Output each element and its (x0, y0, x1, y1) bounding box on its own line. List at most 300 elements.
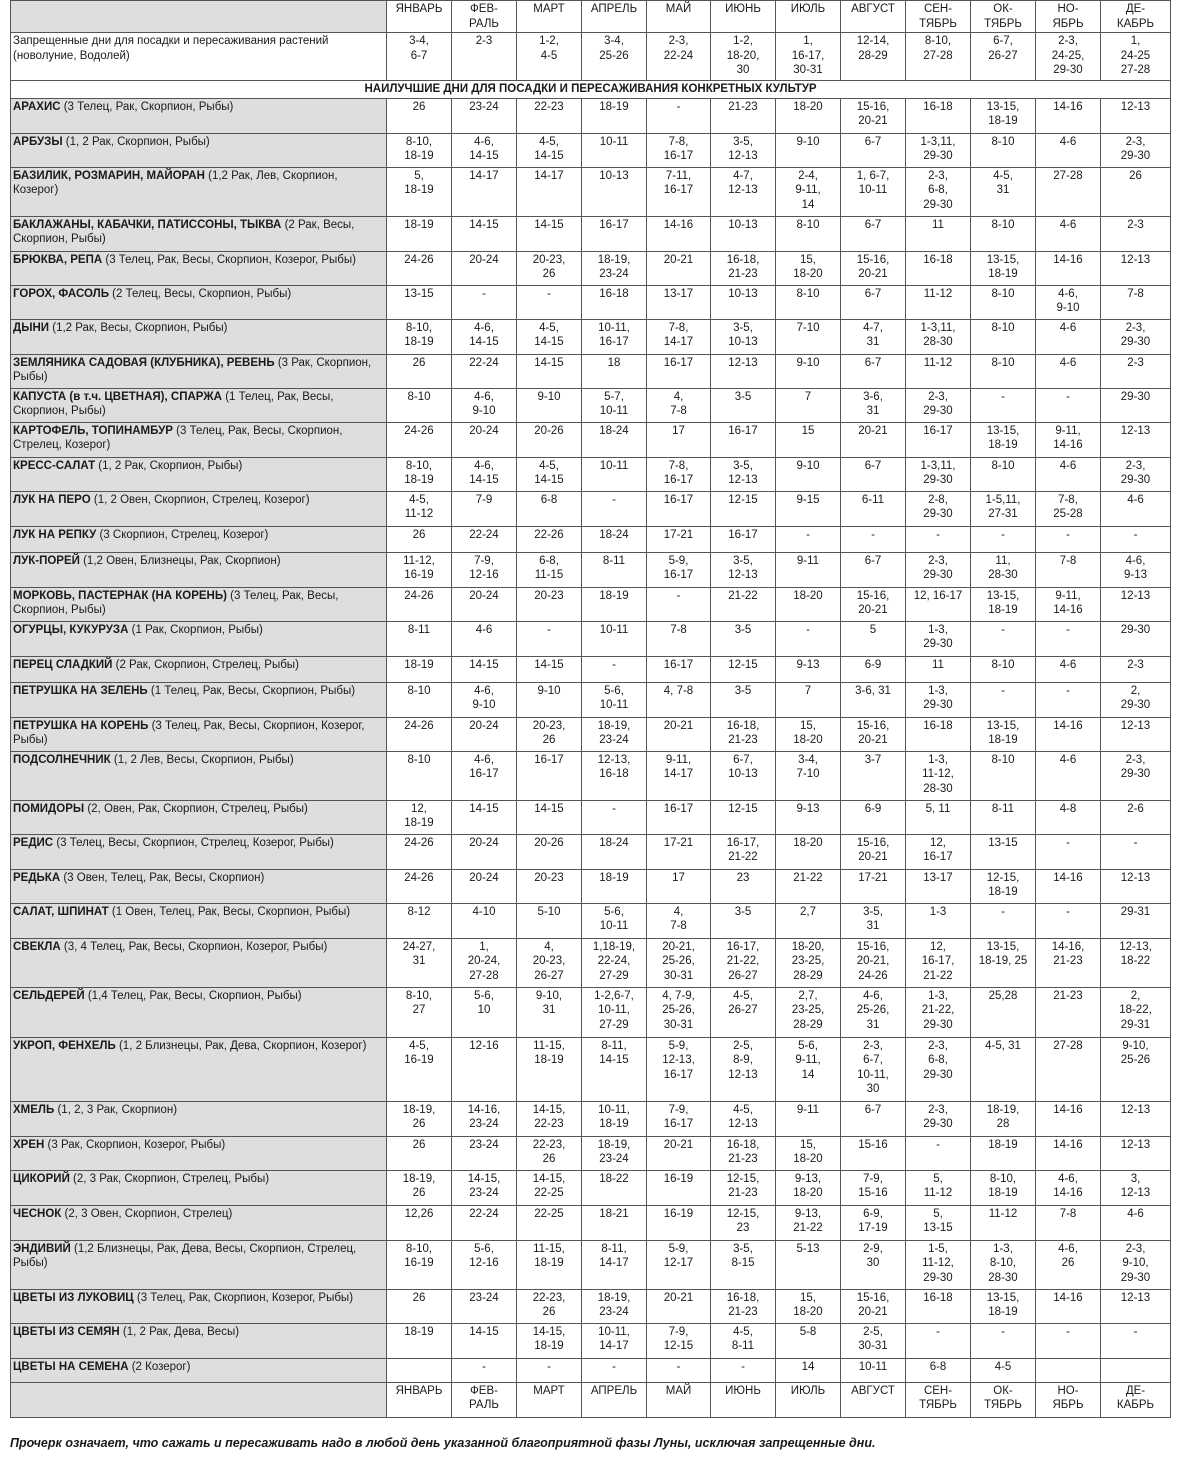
day-range-cell: 4-6, 14-15 (452, 133, 517, 167)
day-range-cell: 11-12, 16-19 (387, 552, 452, 587)
day-range-cell: 15 (776, 422, 841, 457)
day-range-cell: 5-10 (517, 903, 582, 938)
day-range-cell: - (517, 621, 582, 656)
day-range-cell: 11-12 (906, 285, 971, 319)
day-range-cell: 11-15, 18-19 (517, 1037, 582, 1101)
day-range-cell: 7-8, 16-17 (647, 457, 711, 491)
day-range-cell: 8-11 (387, 621, 452, 656)
day-range-cell: - (1036, 526, 1101, 552)
crop-name: ОГУРЦЫ, КУКУРУЗА (13, 623, 129, 636)
day-range-cell (1101, 1358, 1171, 1382)
crop-name: РЕДИС (13, 836, 54, 849)
day-range-cell: - (971, 903, 1036, 938)
crop-name-cell (11, 869, 387, 903)
day-range-cell: 18-19, 26 (387, 1170, 452, 1205)
day-range-cell: 17 (647, 869, 711, 903)
crop-row (11, 587, 1171, 621)
day-range-cell: 8-10 (971, 457, 1036, 491)
day-range-cell: 16-18, 21-23 (711, 1289, 776, 1323)
crop-name-cell (11, 987, 387, 1037)
day-range-cell: 7-9, 16-17 (647, 1101, 711, 1136)
day-range-cell: 3-5 (711, 621, 776, 656)
day-range-cell: 15, 18-20 (776, 717, 841, 751)
crop-name-cell (11, 1037, 387, 1101)
day-range-cell: 22-26 (517, 526, 582, 552)
day-range-cell: 16-17 (517, 751, 582, 800)
crop-name-cell (11, 98, 387, 133)
day-range-cell: 4-6, 9-13 (1101, 552, 1171, 587)
month-header-row-bottom (11, 1382, 1171, 1417)
day-range-cell: 3-5, 12-13 (711, 133, 776, 167)
crop-name-cell (11, 1358, 387, 1382)
crop-name: ПЕТРУШКА НА КОРЕНЬ (13, 719, 149, 732)
month-header-cell: СЕН- ТЯБРЬ (906, 1382, 971, 1417)
crop-row (11, 1136, 1171, 1170)
day-range-cell: 14-17 (517, 167, 582, 216)
day-range-cell: 20-21 (647, 717, 711, 751)
crop-row (11, 800, 1171, 834)
day-range-cell: 17-21 (647, 834, 711, 869)
day-range-cell: 14-15 (517, 354, 582, 388)
day-range-cell: - (841, 526, 906, 552)
day-range-cell: 18-20 (776, 98, 841, 133)
day-range-cell: 12-13 (1101, 717, 1171, 751)
day-range-cell: 22-24 (452, 354, 517, 388)
day-range-cell: 4-6 (1036, 457, 1101, 491)
day-range-cell: 12, 16-17 (906, 834, 971, 869)
crop-name-cell (11, 491, 387, 526)
day-range-cell: 15, 18-20 (776, 1289, 841, 1323)
day-range-cell: 13-17 (647, 285, 711, 319)
day-range-cell: 6-7 (841, 133, 906, 167)
day-range-cell: 1-3, 8-10, 28-30 (971, 1240, 1036, 1289)
day-range-cell: 16-19 (647, 1170, 711, 1205)
day-range-cell: 4-6, 25-26, 31 (841, 987, 906, 1037)
day-range-cell: 1-3, 29-30 (906, 682, 971, 717)
day-range-cell: 13-15 (971, 834, 1036, 869)
day-range-cell: 2-8, 29-30 (906, 491, 971, 526)
header-corner-cell (11, 1, 387, 33)
crop-name-cell (11, 1136, 387, 1170)
day-range-cell: 9-10 (776, 133, 841, 167)
day-range-cell: 18-22 (582, 1170, 647, 1205)
day-range-cell: - (517, 1358, 582, 1382)
forbidden-days-cell: 12-14, 28-29 (841, 33, 906, 81)
day-range-cell: 16-18 (906, 717, 971, 751)
day-range-cell: 15-16, 20-21 (841, 251, 906, 285)
day-range-cell: 20-26 (517, 834, 582, 869)
day-range-cell: - (1036, 903, 1101, 938)
day-range-cell: 4-5, 14-15 (517, 457, 582, 491)
crop-row (11, 552, 1171, 587)
crop-zodiac-signs: (1,2 Близнецы, Рак, Дева, Весы, Скорпион, Стрелец, Рыбы) (13, 1242, 357, 1269)
day-range-cell: 29-31 (1101, 903, 1171, 938)
day-range-cell: 14-15, 23-24 (452, 1170, 517, 1205)
day-range-cell: 22-25 (517, 1205, 582, 1240)
day-range-cell: 18-19, 26 (387, 1101, 452, 1136)
crop-zodiac-signs: (1, 2, 3 Рак, Скорпион) (57, 1103, 178, 1116)
day-range-cell: 18-19 (582, 98, 647, 133)
crop-row (11, 1205, 1171, 1240)
day-range-cell: 3-5 (711, 903, 776, 938)
day-range-cell: 14-15 (452, 800, 517, 834)
day-range-cell: 4-10 (452, 903, 517, 938)
day-range-cell: 23-24 (452, 98, 517, 133)
day-range-cell: 8-11 (582, 552, 647, 587)
day-range-cell: 14-16, 23-24 (452, 1101, 517, 1136)
day-range-cell: 4-6, 9-10 (452, 682, 517, 717)
day-range-cell: 3-4, 7-10 (776, 751, 841, 800)
day-range-cell: 1-3,11, 29-30 (906, 133, 971, 167)
day-range-cell: 5-9, 16-17 (647, 552, 711, 587)
day-range-cell: 4-5 (971, 1358, 1036, 1382)
day-range-cell: 5-6, 10-11 (582, 682, 647, 717)
crop-name: РЕДЬКА (13, 871, 61, 884)
day-range-cell: 1-3, 11-12, 28-30 (906, 751, 971, 800)
day-range-cell: 12-15 (711, 491, 776, 526)
day-range-cell: 12-16 (452, 1037, 517, 1101)
month-header-row-top (11, 1, 1171, 33)
month-header-cell: ЯНВАРЬ (387, 1382, 452, 1417)
day-range-cell: 5-6, 10 (452, 987, 517, 1037)
forbidden-days-cell: 6-7, 26-27 (971, 33, 1036, 81)
day-range-cell: 16-17 (906, 422, 971, 457)
crop-row (11, 216, 1171, 251)
day-range-cell: 9-10 (517, 682, 582, 717)
day-range-cell: 14-16 (1036, 869, 1101, 903)
forbidden-days-cell: 2-3 (452, 33, 517, 81)
day-range-cell: 7-8 (1036, 552, 1101, 587)
day-range-cell: 4-6 (1036, 216, 1101, 251)
crop-row (11, 98, 1171, 133)
day-range-cell: 18-20 (776, 587, 841, 621)
day-range-cell: 7-9, 12-16 (452, 552, 517, 587)
day-range-cell: 14-17 (452, 167, 517, 216)
day-range-cell: - (647, 1358, 711, 1382)
crop-row (11, 903, 1171, 938)
crop-row (11, 491, 1171, 526)
crop-row (11, 285, 1171, 319)
day-range-cell: - (582, 1358, 647, 1382)
crop-name-cell (11, 422, 387, 457)
day-range-cell: 8-10 (387, 751, 452, 800)
day-range-cell: 15, 18-20 (776, 251, 841, 285)
month-header-cell: ДЕ- КАБРЬ (1101, 1, 1171, 33)
day-range-cell: - (1036, 1323, 1101, 1358)
crop-name: ПЕРЕЦ СЛАДКИЙ (13, 658, 113, 671)
day-range-cell: 5-8 (776, 1323, 841, 1358)
day-range-cell: 9-11, 14-17 (647, 751, 711, 800)
crop-name: ЛУК НА ПЕРО (13, 493, 91, 506)
day-range-cell: 22-24 (452, 1205, 517, 1240)
day-range-cell: 26 (387, 98, 452, 133)
day-range-cell: 9-13 (776, 656, 841, 682)
day-range-cell: 20-23 (517, 587, 582, 621)
day-range-cell: 18-19, 23-24 (582, 717, 647, 751)
day-range-cell: 12,26 (387, 1205, 452, 1240)
day-range-cell: 18-19 (971, 1136, 1036, 1170)
day-range-cell: 24-26 (387, 251, 452, 285)
day-range-cell: 4, 7-8 (647, 903, 711, 938)
day-range-cell: 6-8, 11-15 (517, 552, 582, 587)
crop-row (11, 834, 1171, 869)
day-range-cell: 9-13, 18-20 (776, 1170, 841, 1205)
day-range-cell: 12-15, 18-19 (971, 869, 1036, 903)
day-range-cell: 2,7, 23-25, 28-29 (776, 987, 841, 1037)
day-range-cell: 6-7 (841, 285, 906, 319)
day-range-cell: 8-10 (971, 656, 1036, 682)
day-range-cell: 13-17 (906, 869, 971, 903)
day-range-cell: 9-11 (776, 552, 841, 587)
day-range-cell: 8-10 (971, 319, 1036, 354)
month-header-cell: МАРТ (517, 1382, 582, 1417)
crop-zodiac-signs: (3 Рак, Скорпион, Рыбы) (13, 356, 372, 383)
crop-row (11, 457, 1171, 491)
day-range-cell: 13-15, 18-19, 25 (971, 938, 1036, 987)
day-range-cell: 18-19 (582, 587, 647, 621)
day-range-cell: - (971, 1323, 1036, 1358)
day-range-cell: 5, 13-15 (906, 1205, 971, 1240)
crop-name: ЧЕСНОК (13, 1207, 62, 1220)
crop-name-cell (11, 285, 387, 319)
day-range-cell: 8-10 (971, 751, 1036, 800)
forbidden-days-row (11, 33, 1171, 81)
day-range-cell: 4-6 (1101, 491, 1171, 526)
month-header-cell: АВГУСТ (841, 1, 906, 33)
day-range-cell: 6-7 (841, 216, 906, 251)
crop-name-cell (11, 526, 387, 552)
forbidden-days-cell: 3-4, 6-7 (387, 33, 452, 81)
crop-row (11, 251, 1171, 285)
day-range-cell: 20-21 (647, 1289, 711, 1323)
crop-zodiac-signs: (3 Телец, Весы, Скорпион, Стрелец, Козерог, Рыбы) (56, 836, 334, 849)
crop-zodiac-signs: (3 Телец, Рак, Скорпион, Рыбы) (63, 100, 234, 113)
crop-zodiac-signs: (3, 4 Телец, Рак, Весы, Скорпион, Козерог, Рыбы) (63, 940, 328, 953)
day-range-cell: 3-5, 12-13 (711, 552, 776, 587)
crop-row (11, 1323, 1171, 1358)
crop-name-cell (11, 552, 387, 587)
day-range-cell: 10-11 (582, 621, 647, 656)
day-range-cell: 4-5, 16-19 (387, 1037, 452, 1101)
day-range-cell: 10-13 (582, 167, 647, 216)
crop-name: ДЫНИ (13, 321, 50, 334)
crop-row (11, 987, 1171, 1037)
crop-name-cell (11, 388, 387, 422)
day-range-cell: 8-10 (971, 285, 1036, 319)
day-range-cell: 18 (582, 354, 647, 388)
day-range-cell: 3-5, 8-15 (711, 1240, 776, 1289)
month-header-cell: ИЮЛЬ (776, 1, 841, 33)
forbidden-days-cell: 3-4, 25-26 (582, 33, 647, 81)
crop-row (11, 1358, 1171, 1382)
day-range-cell: 4-6, 16-17 (452, 751, 517, 800)
day-range-cell: 14 (776, 1358, 841, 1382)
day-range-cell: 5-13 (776, 1240, 841, 1289)
day-range-cell: 2-3, 29-30 (906, 1101, 971, 1136)
crop-zodiac-signs: (1 Овен, Телец, Рак, Весы, Скорпион, Рыбы) (111, 905, 351, 918)
crop-name: ПОДСОЛНЕЧНИК (13, 753, 111, 766)
crop-name-cell (11, 133, 387, 167)
month-header-cell: ФЕВ- РАЛЬ (452, 1382, 517, 1417)
day-range-cell: - (1036, 388, 1101, 422)
day-range-cell: 4, 20-23, 26-27 (517, 938, 582, 987)
day-range-cell: 12-13 (1101, 587, 1171, 621)
crop-name: УКРОП, ФЕНХЕЛЬ (13, 1039, 116, 1052)
day-range-cell: 24-26 (387, 834, 452, 869)
day-range-cell: 9-10 (517, 388, 582, 422)
day-range-cell: 3-6, 31 (841, 682, 906, 717)
day-range-cell: - (776, 621, 841, 656)
day-range-cell: 11-12 (906, 354, 971, 388)
day-range-cell: 2-3 (1101, 656, 1171, 682)
day-range-cell: 15-16, 20-21 (841, 717, 906, 751)
day-range-cell: 18-19, 23-24 (582, 251, 647, 285)
crop-name: ЛУК НА РЕПКУ (13, 528, 97, 541)
month-header-cell: ФЕВ- РАЛЬ (452, 1, 517, 33)
crop-zodiac-signs: (3 Телец, Рак, Весы, Скорпион, Стрелец, Козерог) (13, 424, 343, 451)
lunar-planting-calendar (10, 0, 1170, 1418)
crop-row (11, 938, 1171, 987)
day-range-cell: - (647, 587, 711, 621)
day-range-cell: 9-10 (776, 457, 841, 491)
crop-name-cell (11, 656, 387, 682)
day-range-cell: 4-5, 14-15 (517, 133, 582, 167)
day-range-cell: 4-5, 12-13 (711, 1101, 776, 1136)
day-range-cell: 17-21 (841, 869, 906, 903)
day-range-cell: 1-2,6-7, 10-11, 27-29 (582, 987, 647, 1037)
crop-name-cell (11, 457, 387, 491)
crop-row (11, 354, 1171, 388)
crop-name: ЭНДИВИЙ (13, 1242, 71, 1255)
crop-row (11, 133, 1171, 167)
section-title: НАИЛУЧШИЕ ДНИ ДЛЯ ПОСАДКИ И ПЕРЕСАЖИВАНИЯ КОНКРЕТНЫХ КУЛЬТУР (11, 81, 1171, 99)
day-range-cell: 10-11, 16-17 (582, 319, 647, 354)
month-header-cell: МАЙ (647, 1382, 711, 1417)
day-range-cell: 7-8 (1101, 285, 1171, 319)
crop-name-cell (11, 1170, 387, 1205)
day-range-cell: 16-18, 21-23 (711, 1136, 776, 1170)
day-range-cell: 4-6, 14-15 (452, 319, 517, 354)
day-range-cell: 18-19 (387, 216, 452, 251)
crop-row (11, 869, 1171, 903)
day-range-cell: - (711, 1358, 776, 1382)
day-range-cell: 8-10, 18-19 (387, 133, 452, 167)
crop-name: ХМЕЛЬ (13, 1103, 55, 1116)
crop-name: БАКЛАЖАНЫ, КАБАЧКИ, ПАТИССОНЫ, ТЫКВА (13, 218, 282, 231)
day-range-cell: 21-22 (776, 869, 841, 903)
day-range-cell: - (1036, 682, 1101, 717)
crop-name-cell (11, 800, 387, 834)
day-range-cell: 2-3, 29-30 (1101, 457, 1171, 491)
day-range-cell: 8-10 (387, 388, 452, 422)
day-range-cell: 2-3, 6-7, 10-11, 30 (841, 1037, 906, 1101)
day-range-cell: 12-15 (711, 800, 776, 834)
day-range-cell: 12-13 (1101, 1101, 1171, 1136)
day-range-cell: 10-11 (582, 133, 647, 167)
day-range-cell: 5-7, 10-11 (582, 388, 647, 422)
day-range-cell: 16-18 (906, 1289, 971, 1323)
crop-name-cell (11, 1205, 387, 1240)
day-range-cell: 10-11 (841, 1358, 906, 1382)
day-range-cell: 8-10 (971, 133, 1036, 167)
day-range-cell: 24-26 (387, 422, 452, 457)
day-range-cell: 12-13 (1101, 422, 1171, 457)
day-range-cell: 14-15 (517, 656, 582, 682)
crop-zodiac-signs: (2 Козерог) (131, 1360, 191, 1373)
day-range-cell: 18-19, 23-24 (582, 1289, 647, 1323)
crop-name: СВЕКЛА (13, 940, 61, 953)
day-range-cell: 8-10, 18-19 (971, 1170, 1036, 1205)
crop-name-cell (11, 1289, 387, 1323)
day-range-cell: 8-10, 18-19 (387, 457, 452, 491)
day-range-cell: 20-24 (452, 834, 517, 869)
day-range-cell: 5-6, 12-16 (452, 1240, 517, 1289)
day-range-cell: 1, 20-24, 27-28 (452, 938, 517, 987)
crop-row (11, 319, 1171, 354)
day-range-cell: 20-21, 25-26, 30-31 (647, 938, 711, 987)
crop-row (11, 717, 1171, 751)
crop-row (11, 526, 1171, 552)
month-header-cell: ОК- ТЯБРЬ (971, 1382, 1036, 1417)
crop-zodiac-signs: (1,2 Рак, Весы, Скорпион, Рыбы) (52, 321, 228, 334)
day-range-cell: 16-17, 21-22, 26-27 (711, 938, 776, 987)
day-range-cell: 4-5, 14-15 (517, 319, 582, 354)
crop-name: АРБУЗЫ (13, 135, 63, 148)
day-range-cell: 15-16, 20-21, 24-26 (841, 938, 906, 987)
day-range-cell: 14-16 (1036, 1101, 1101, 1136)
day-range-cell: 4-5, 31 (971, 167, 1036, 216)
day-range-cell: 18-20, 23-25, 28-29 (776, 938, 841, 987)
day-range-cell: 26 (1101, 167, 1171, 216)
day-range-cell: 14-15 (452, 1323, 517, 1358)
month-header-cell: НО- ЯБРЬ (1036, 1382, 1101, 1417)
day-range-cell: 4-6, 26 (1036, 1240, 1101, 1289)
day-range-cell: 22-23, 26 (517, 1136, 582, 1170)
day-range-cell: 6-11 (841, 491, 906, 526)
day-range-cell: 10-11, 14-17 (582, 1323, 647, 1358)
day-range-cell: - (1036, 834, 1101, 869)
day-range-cell: 7-9, 15-16 (841, 1170, 906, 1205)
day-range-cell: 2-4, 9-11, 14 (776, 167, 841, 216)
day-range-cell: 5, 18-19 (387, 167, 452, 216)
day-range-cell: 5-9, 12-17 (647, 1240, 711, 1289)
forbidden-days-cell: 1, 24-25 27-28 (1101, 33, 1171, 81)
crop-zodiac-signs: (2, Овен, Рак, Скорпион, Стрелец, Рыбы) (87, 802, 308, 815)
day-range-cell: 15-16, 20-21 (841, 98, 906, 133)
day-range-cell: 11 (906, 656, 971, 682)
day-range-cell: - (776, 526, 841, 552)
day-range-cell (387, 1358, 452, 1382)
day-range-cell: 18-19 (387, 1323, 452, 1358)
day-range-cell: 5-6, 10-11 (582, 903, 647, 938)
crop-name-cell (11, 319, 387, 354)
day-range-cell: 14-16 (1036, 1136, 1101, 1170)
day-range-cell: 24-26 (387, 587, 452, 621)
day-range-cell: 7-9, 12-15 (647, 1323, 711, 1358)
day-range-cell: 15-16, 20-21 (841, 1289, 906, 1323)
day-range-cell: 5, 11-12 (906, 1170, 971, 1205)
day-range-cell: 22-23 (517, 98, 582, 133)
day-range-cell: - (971, 526, 1036, 552)
day-range-cell: 5-6, 9-11, 14 (776, 1037, 841, 1101)
day-range-cell: 7-9 (452, 491, 517, 526)
crop-row (11, 1101, 1171, 1136)
day-range-cell: 1-5,11, 27-31 (971, 491, 1036, 526)
crop-name-cell (11, 717, 387, 751)
day-range-cell: 8-10 (776, 285, 841, 319)
crop-row (11, 751, 1171, 800)
day-range-cell: 4, 7-8 (647, 388, 711, 422)
